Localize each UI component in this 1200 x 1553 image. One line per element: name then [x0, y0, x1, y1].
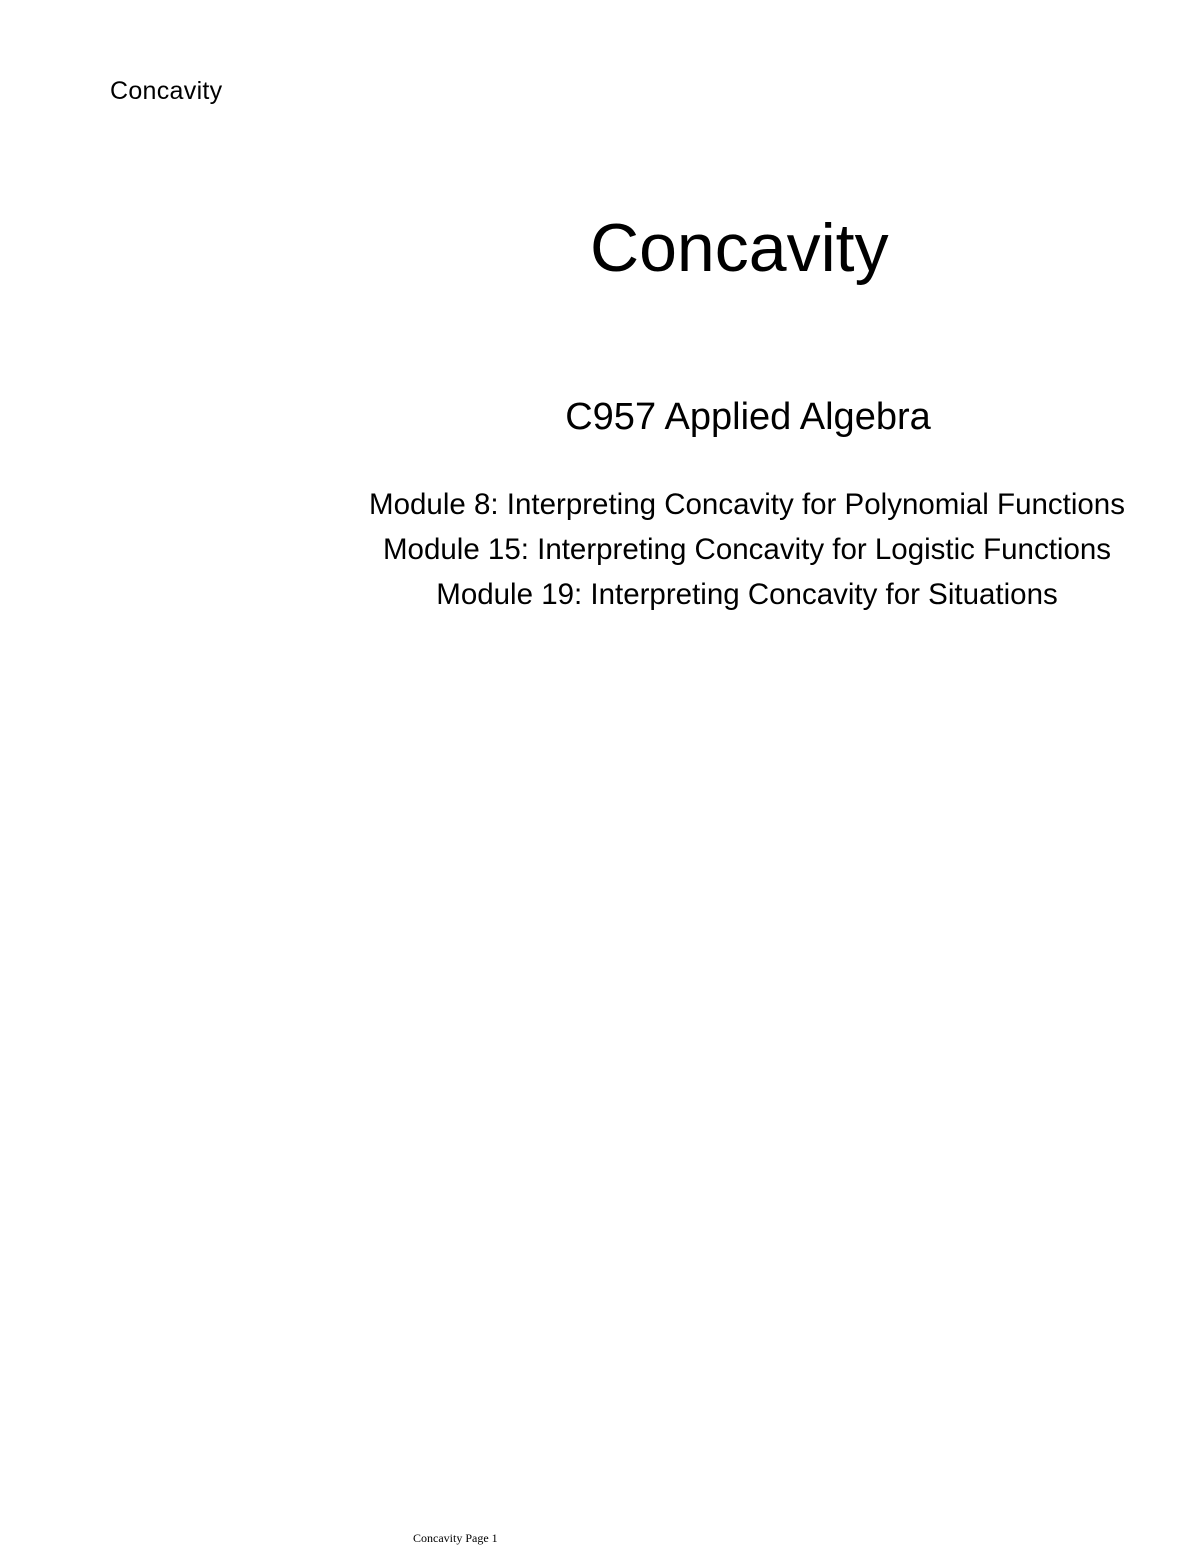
- module-item-19: Module 19: Interpreting Concavity for Situations: [436, 578, 1058, 611]
- module-item-15: Module 15: Interpreting Concavity for Logistic Functions: [382, 533, 1112, 566]
- module-list: [300, 482, 1194, 617]
- header-title: Concavity: [110, 77, 223, 105]
- page-title: Concavity: [590, 210, 889, 286]
- module-item-8: Module 8: Interpreting Concavity for Polynomial Functions: [369, 488, 1125, 521]
- page-footer: Concavity Page 1: [413, 1531, 498, 1545]
- course-title: C957 Applied Algebra: [565, 396, 931, 438]
